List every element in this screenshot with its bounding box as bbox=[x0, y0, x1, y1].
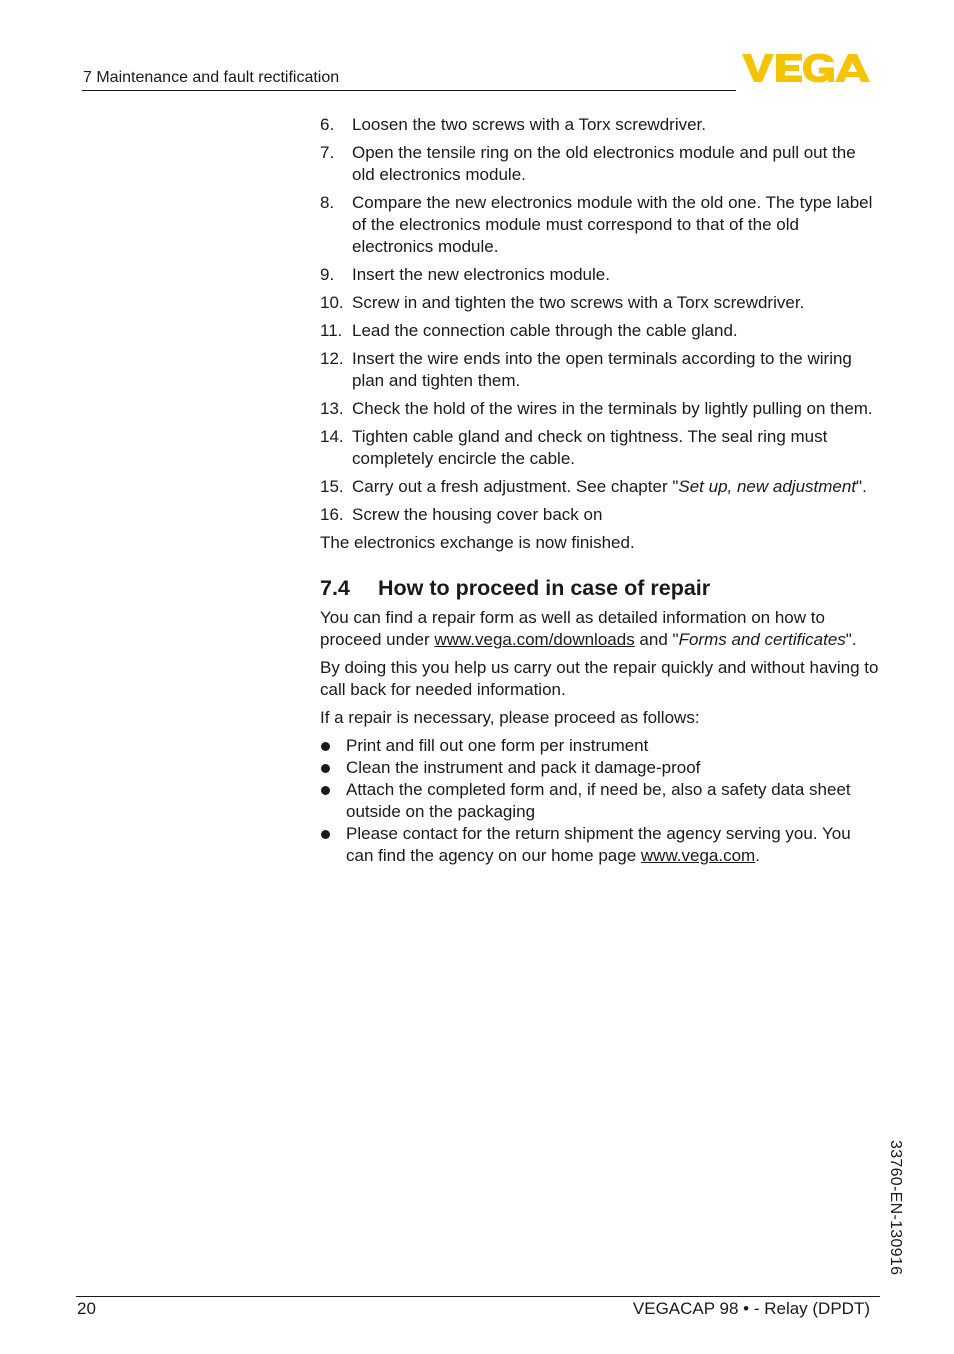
document-code: 33760-EN-130916 bbox=[887, 1140, 904, 1276]
step-text: Insert the wire ends into the open terminals according to the wiring plan and tighten them. bbox=[352, 349, 852, 390]
bullet-icon bbox=[321, 830, 330, 839]
repair-intro bbox=[320, 607, 880, 651]
procedure-steps bbox=[320, 114, 880, 526]
bullet-text: Attach the completed form and, if need be, also a safety data sheet outside on the packaging bbox=[346, 780, 851, 821]
step-number: 14. bbox=[320, 427, 344, 446]
step-text: Open the tensile ring on the old electronics module and pull out the old electronics module. bbox=[352, 143, 856, 184]
step-number: 12. bbox=[320, 349, 344, 368]
step-number: 11. bbox=[320, 321, 343, 340]
section-number: 7.4 bbox=[320, 576, 350, 600]
repair-steps bbox=[320, 735, 880, 867]
step-item bbox=[320, 114, 880, 136]
header-divider bbox=[82, 90, 736, 91]
step-number: 9. bbox=[320, 265, 335, 284]
repair-instructions-intro: If a repair is necessary, please proceed as follows: bbox=[320, 708, 700, 727]
step-number: 6. bbox=[320, 115, 335, 134]
step-number: 8. bbox=[320, 193, 335, 212]
bullet-icon bbox=[321, 742, 330, 751]
list-item bbox=[320, 779, 880, 823]
repair-intro-end: ". bbox=[845, 630, 857, 649]
product-name: VEGACAP 98 • - Relay (DPDT) bbox=[632, 1299, 870, 1318]
step-item bbox=[320, 320, 880, 342]
step-text: Tighten cable gland and check on tightness. The seal ring must completely encircle the cable. bbox=[352, 427, 828, 468]
step-item bbox=[320, 192, 880, 258]
page-number: 20 bbox=[77, 1299, 96, 1318]
step-text-before: Carry out a fresh adjustment. See chapter " bbox=[352, 477, 679, 496]
repair-intro-text: You can find a repair form as well as detailed information on how to proceed under bbox=[320, 608, 825, 649]
bullet-text: Clean the instrument and pack it damage-proof bbox=[346, 758, 701, 777]
bullet-text-end: . bbox=[755, 846, 760, 865]
step-text: Compare the new electronics module with the old one. The type label of the electronics module must correspond to that of the old electronics module. bbox=[352, 193, 873, 256]
step-number: 13. bbox=[320, 399, 344, 418]
running-header: 7 Maintenance and fault rectification bbox=[83, 69, 340, 86]
step-item bbox=[320, 348, 880, 392]
repair-intro-middle: and " bbox=[634, 630, 679, 649]
step-number: 10. bbox=[320, 293, 344, 312]
list-item bbox=[320, 735, 880, 757]
bullet-text: Print and fill out one form per instrument bbox=[346, 736, 649, 755]
step-item bbox=[320, 142, 880, 186]
step-text: Screw the housing cover back on bbox=[352, 505, 603, 524]
list-item bbox=[320, 823, 880, 867]
page-content bbox=[320, 114, 880, 867]
finished-note: The electronics exchange is now finished. bbox=[320, 533, 635, 552]
step-item bbox=[320, 504, 880, 526]
section-title: How to proceed in case of repair bbox=[378, 576, 711, 600]
step-text-after: ". bbox=[856, 477, 867, 496]
step-text: Check the hold of the wires in the terminals by lightly pulling on them. bbox=[352, 399, 873, 418]
step-text: Loosen the two screws with a Torx screwdriver. bbox=[352, 115, 706, 134]
step-text: Screw in and tighten the two screws with a Torx screwdriver. bbox=[352, 293, 805, 312]
step-item bbox=[320, 398, 880, 420]
section-heading bbox=[320, 575, 880, 601]
homepage-link[interactable]: www.vega.com bbox=[640, 846, 756, 865]
step-number: 15. bbox=[320, 477, 344, 496]
step-item bbox=[320, 292, 880, 314]
chapter-reference: Set up, new adjustment bbox=[678, 477, 857, 496]
forms-reference: Forms and certificates bbox=[678, 630, 846, 649]
bullet-icon bbox=[321, 764, 330, 773]
bullet-icon bbox=[321, 786, 330, 795]
downloads-link[interactable]: www.vega.com/downloads bbox=[434, 630, 635, 649]
repair-benefit: By doing this you help us carry out the repair quickly and without having to call back for needed information. bbox=[320, 658, 879, 699]
footer-divider bbox=[76, 1296, 880, 1297]
step-text: Lead the connection cable through the cable gland. bbox=[352, 321, 738, 340]
step-number: 7. bbox=[320, 143, 335, 162]
bullet-text: Please contact for the return shipment the agency serving you. You can find the agency on our home page bbox=[346, 824, 851, 865]
step-number: 16. bbox=[320, 505, 344, 524]
vega-logo bbox=[742, 52, 873, 84]
step-item bbox=[320, 476, 880, 498]
step-text: Insert the new electronics module. bbox=[352, 265, 610, 284]
step-item bbox=[320, 426, 880, 470]
step-item bbox=[320, 264, 880, 286]
list-item bbox=[320, 757, 880, 779]
